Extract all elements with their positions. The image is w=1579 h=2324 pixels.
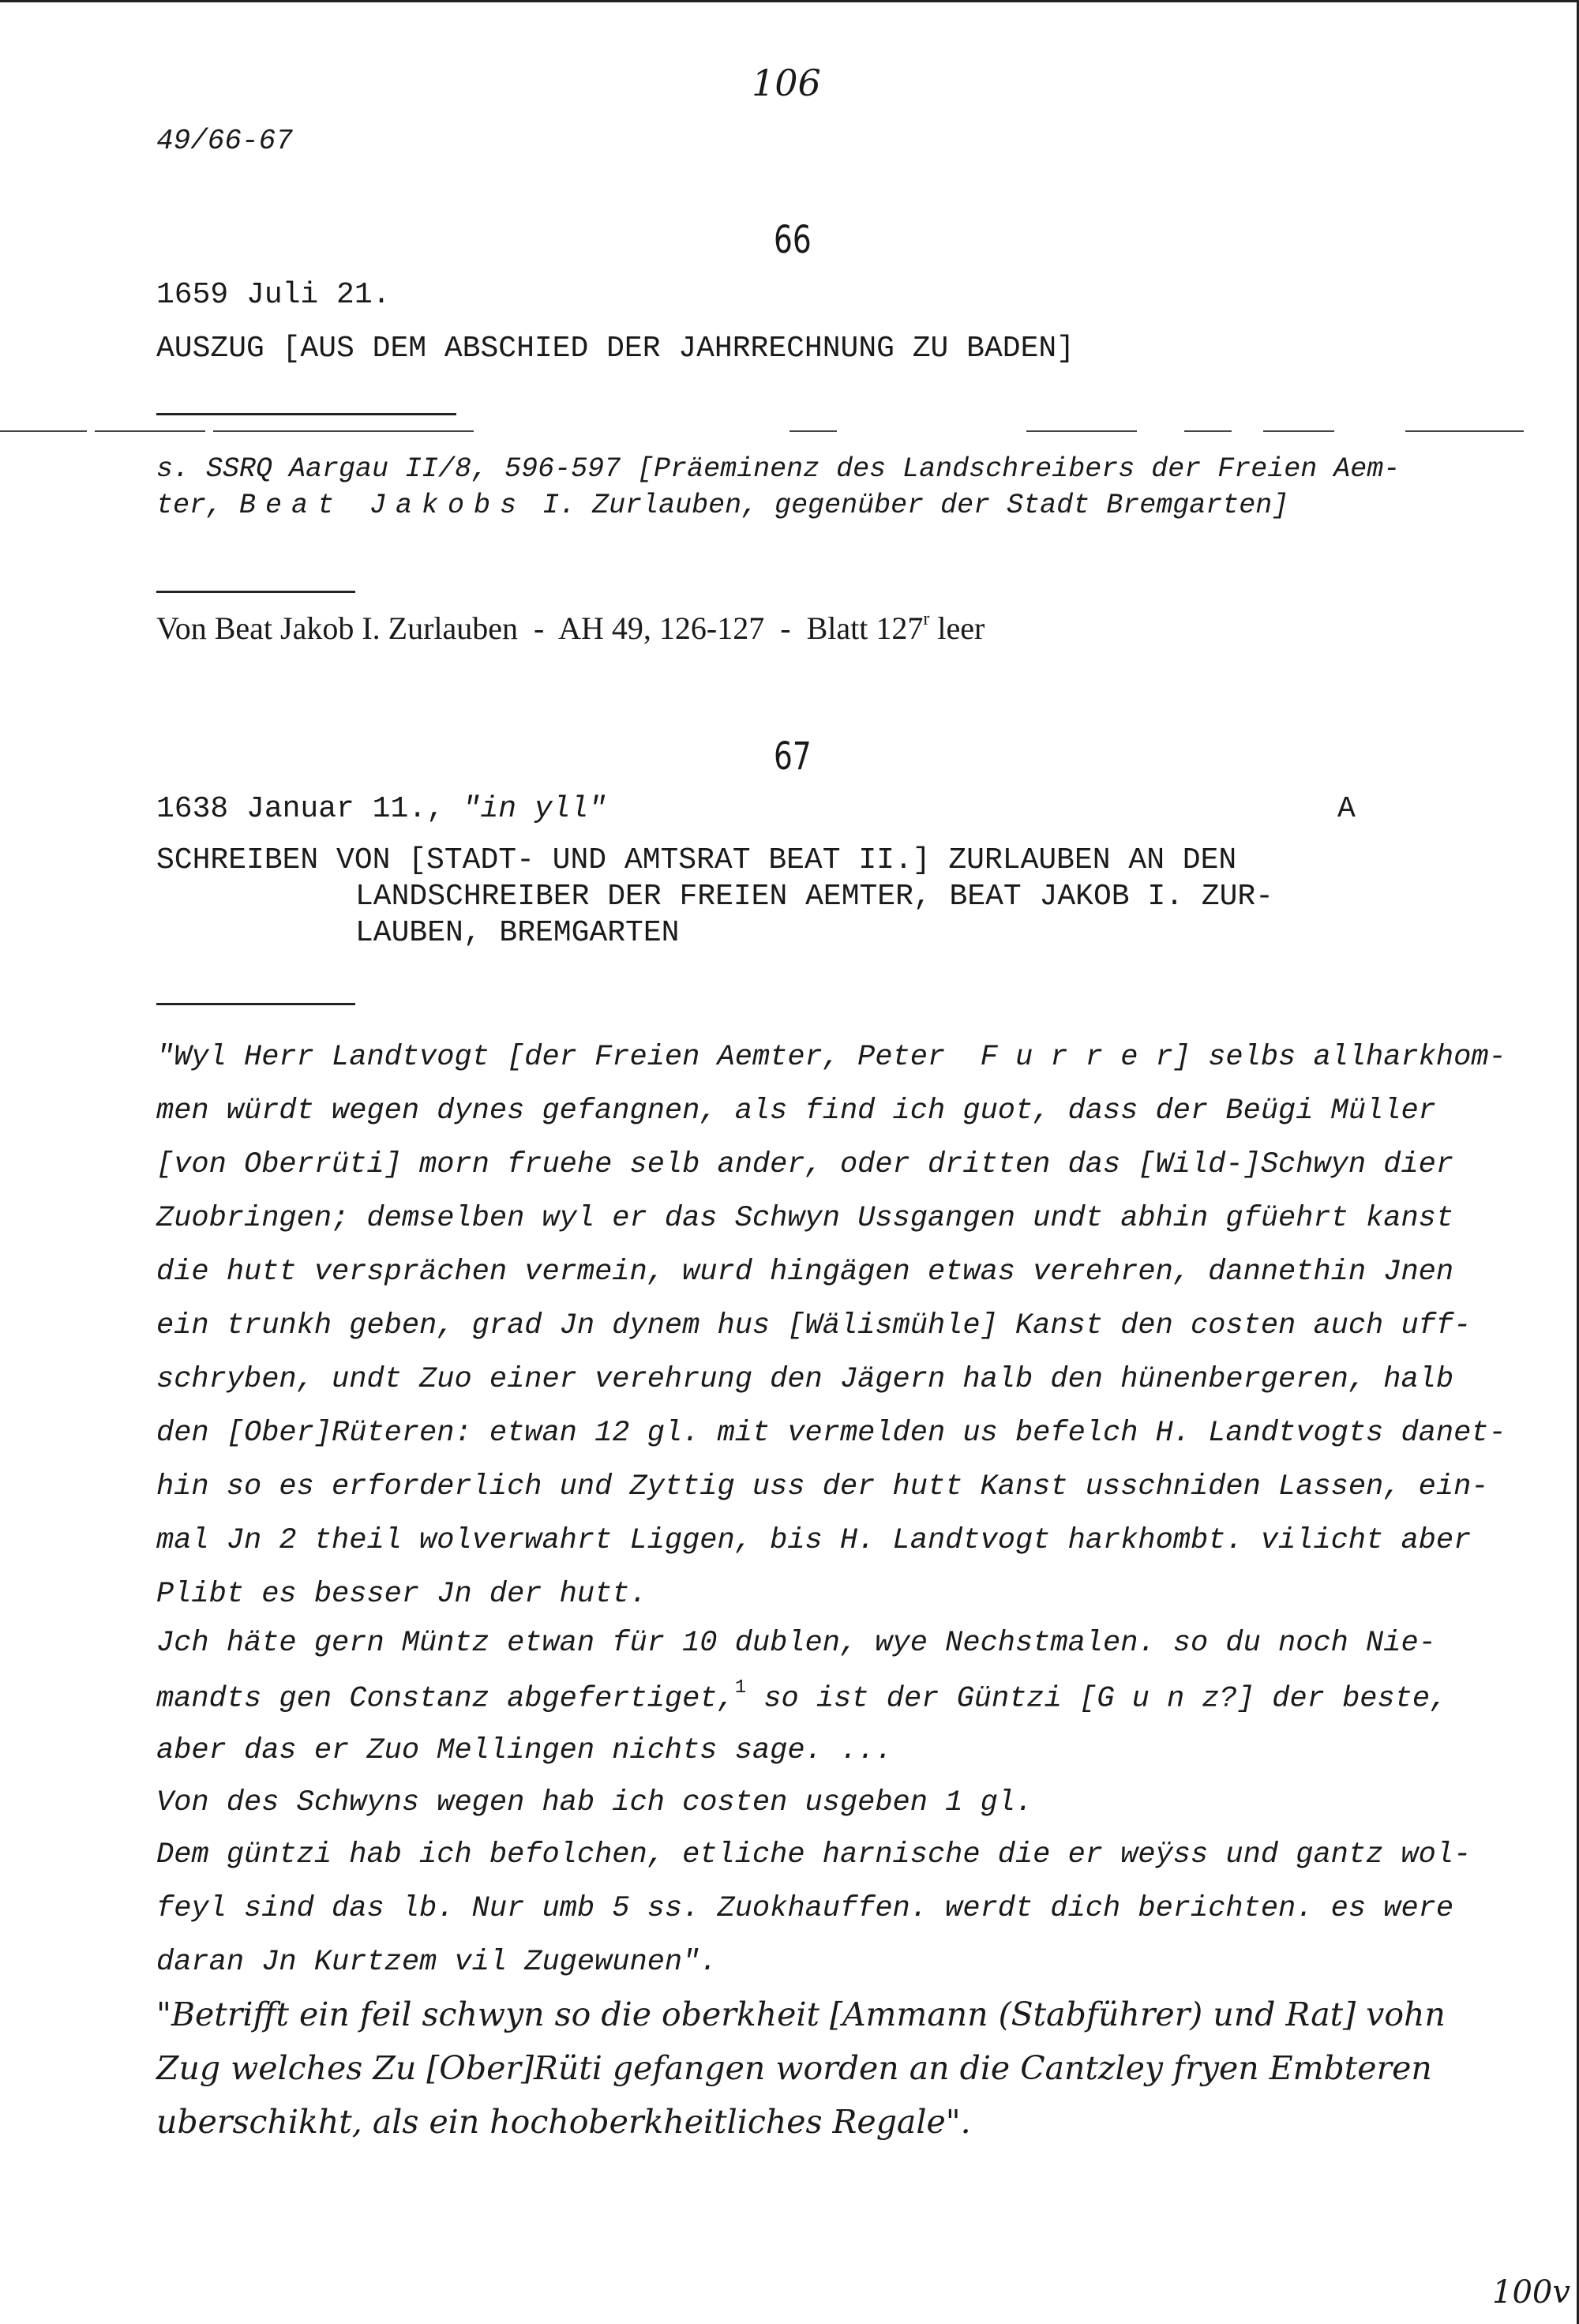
section-rule <box>156 413 456 415</box>
entry67-date: 1638 Januar 11., "in yll" <box>156 792 607 826</box>
entry67-mark: A <box>1337 792 1356 826</box>
entry-number-66: 66 <box>774 218 812 262</box>
endorsement-line: uberschikht, als ein hochoberkheitliches Regale". <box>156 2103 971 2141</box>
letter-line: Plibt es besser Jn der hutt. <box>156 1578 647 1611</box>
letter-line: hin so es erforderlich und Zyttig uss der hutt Kanst usschniden Lassen, ein- <box>156 1470 1489 1504</box>
scan-dash <box>213 430 474 432</box>
letter-line: aber das er Zuo Mellingen nichts sage. ... <box>156 1734 893 1767</box>
entry67-title-line1: SCHREIBEN VON [STADT- UND AMTSRAT BEAT II.] ZURLAUBEN AN DEN <box>156 843 1237 877</box>
folio-number-bottom: 100v <box>1492 2274 1570 2311</box>
letter-line: mal Jn 2 theil wolverwahrt Liggen, bis H. Landtvogt harkhombt. vilicht aber <box>156 1524 1472 1557</box>
letter-line: Jch häte gern Müntz etwan für 10 dublen, wye Nechstmalen. so du noch Nie- <box>156 1627 1436 1660</box>
letter-line: den [Ober]Rüteren: etwan 12 gl. mit vermelden us befelch H. Landtvogts danet- <box>156 1417 1506 1450</box>
scan-dash <box>0 430 87 432</box>
footnote-marker: 1 <box>734 1677 747 1699</box>
endorsement-line: "Betrifft ein feil schwyn so die oberkheit [Ammann (Stabführer) und Rat] vohn <box>156 1995 1446 2033</box>
entry66-date: 1659 Juli 21. <box>156 278 391 312</box>
letter-line: daran Jn Kurtzem vil Zugewunen". <box>156 1946 718 1979</box>
letter-line: Zuobringen; demselben wyl er das Schwyn Ussgangen undt abhin gfüehrt kanst <box>156 1202 1454 1235</box>
letter-line: Von des Schwyns wegen hab ich costen usgeben 1 gl. <box>156 1786 1033 1819</box>
reference-number: 49/66-67 <box>156 125 293 157</box>
letter-line: ein trunkh geben, grad Jn dynem hus [Wälismühle] Kanst den costen auch uff- <box>156 1309 1472 1342</box>
scan-dash <box>1405 430 1524 432</box>
letter-line: die hutt versprächen vermein, wurd hingägen etwas verehren, dannethin Jnen <box>156 1256 1454 1289</box>
folio-number-top: 106 <box>752 62 821 104</box>
entry66-title: AUSZUG [AUS DEM ABSCHIED DER JAHRRECHNUNG ZU BADEN] <box>156 332 1075 366</box>
entry66-note-line1: s. SSRQ Aargau II/8, 596-597 [Präeminenz des Landschreibers der Freien Aem- <box>156 453 1401 485</box>
scan-dash <box>1263 430 1334 432</box>
letter-line: schryben, undt Zuo einer verehrung den Jägern halb den hünenbergeren, halb <box>156 1363 1454 1396</box>
entry-number-67: 67 <box>774 734 812 779</box>
scan-dash <box>95 430 205 432</box>
entry66-note-line2: ter, Beat Jakobs I. Zurlauben, gegenüber der Stadt Bremgarten] <box>156 490 1289 521</box>
letter-line: mandts gen Constanz abgefertiget,$^1$ so ist der Güntzi [G u n z?] der beste, <box>156 1677 1448 1716</box>
letter-line: Dem güntzi hab ich befolchen, etliche harnische die er weÿss und gantz wol- <box>156 1838 1472 1872</box>
section-rule <box>156 591 355 593</box>
letter-line: men würdt wegen dynes gefangnen, als find ich guot, dass der Beügi Müller <box>156 1094 1436 1128</box>
scan-border-top <box>0 0 1579 2</box>
entry67-title-line2: LANDSCHREIBER DER FREIEN AEMTER, BEAT JAKOB I. ZUR- <box>355 880 1273 914</box>
scan-dash <box>1026 430 1137 432</box>
letter-line: "Wyl Herr Landtvogt [der Freien Aemter, Peter F u r r e r] selbs allharkhom- <box>156 1041 1506 1074</box>
scan-dash <box>790 430 837 432</box>
entry67-title-line3: LAUBEN, BREMGARTEN <box>355 916 680 950</box>
endorsement-line: Zug welches Zu [Ober]Rüti gefangen worden an die Cantzley fryen Embteren <box>156 2049 1432 2087</box>
section-rule <box>156 1003 355 1005</box>
entry66-source: Von Beat Jakob I. Zurlauben - AH 49, 126-127 - Blatt 127$^r$ leer <box>156 608 985 646</box>
letter-line: [von Oberrüti] morn fruehe selb ander, oder dritten das [Wild-]Schwyn dier <box>156 1148 1454 1181</box>
scan-dash <box>1184 430 1232 432</box>
letter-line: feyl sind das lb. Nur umb 5 ss. Zuokhauffen. werdt dich berichten. es were <box>156 1892 1454 1925</box>
